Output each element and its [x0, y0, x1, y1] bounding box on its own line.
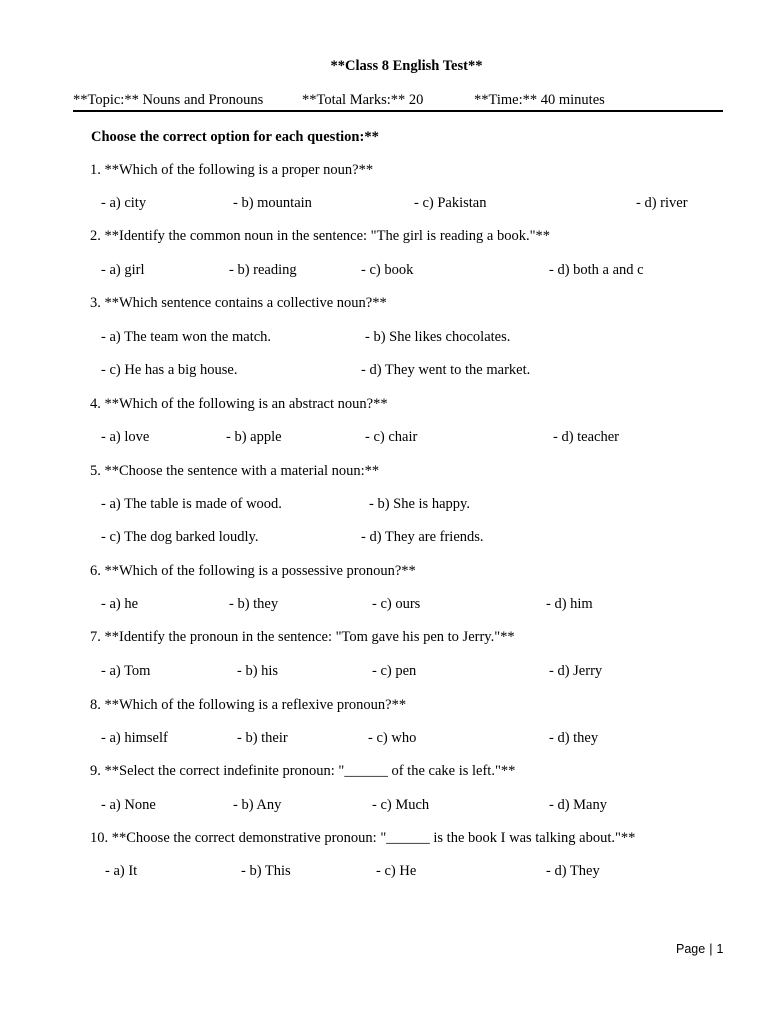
q3-option-b: - b) She likes chocolates. [365, 329, 511, 345]
q1-option-d: - d) river [636, 195, 688, 211]
q1-option-b: - b) mountain [233, 195, 312, 211]
q10-option-b: - b) This [241, 863, 291, 879]
q4-option-a: - a) love [101, 429, 150, 445]
q3-option-c: - c) He has a big house. [101, 362, 238, 378]
q8-option-a: - a) himself [101, 730, 168, 746]
q7-option-d: - d) Jerry [549, 663, 603, 679]
q5-option-c: - c) The dog barked loudly. [101, 529, 259, 545]
question-2: 2. **Identify the common noun in the sentence: "The girl is reading a book."** [90, 228, 551, 244]
page-number: 1 [716, 942, 724, 956]
q4-option-b: - b) apple [226, 429, 282, 445]
q3-option-d: - d) They went to the market. [361, 362, 531, 378]
question-1: 1. **Which of the following is a proper noun?** [90, 162, 374, 178]
question-7: 7. **Identify the pronoun in the sentence: "Tom gave his pen to Jerry."** [90, 629, 515, 645]
question-10: 10. **Choose the correct demonstrative pronoun: "______ is the book I was talking about."** [90, 830, 636, 846]
q4-option-d: - d) teacher [553, 429, 620, 445]
q4-option-c: - c) chair [365, 429, 418, 445]
q7-option-b: - b) his [237, 663, 279, 679]
instruction-text: Choose the correct option for each question:** [91, 129, 379, 145]
q7-option-c: - c) pen [372, 663, 417, 679]
q6-option-b: - b) they [229, 596, 279, 612]
question-6: 6. **Which of the following is a possessive pronoun?** [90, 563, 416, 579]
q9-option-b: - b) Any [233, 797, 282, 813]
q5-option-b: - b) She is happy. [369, 496, 470, 512]
q9-option-c: - c) Much [372, 797, 430, 813]
q6-option-a: - a) he [101, 596, 139, 612]
question-9: 9. **Select the correct indefinite pronoun: "______ of the cake is left."** [90, 763, 516, 779]
topic-field: **Topic:** Nouns and Pronouns [73, 92, 264, 108]
q7-option-a: - a) Tom [101, 663, 151, 679]
q2-option-b: - b) reading [229, 262, 297, 278]
q9-option-a: - a) None [101, 797, 156, 813]
question-8: 8. **Which of the following is a reflexive pronoun?** [90, 697, 407, 713]
q2-option-c: - c) book [361, 262, 414, 278]
q6-option-d: - d) him [546, 596, 593, 612]
question-4: 4. **Which of the following is an abstract noun?** [90, 396, 388, 412]
q1-option-c: - c) Pakistan [414, 195, 487, 211]
q5-option-a: - a) The table is made of wood. [101, 496, 282, 512]
page-footer [676, 942, 723, 956]
question-5: 5. **Choose the sentence with a material noun:** [90, 463, 380, 479]
total-marks-field: **Total Marks:** 20 [302, 92, 424, 108]
q10-option-c: - c) He [376, 863, 417, 879]
q8-option-d: - d) they [549, 730, 599, 746]
q8-option-c: - c) who [368, 730, 417, 746]
header-rule [73, 110, 723, 112]
time-field: **Time:** 40 minutes [474, 92, 605, 108]
q6-option-c: - c) ours [372, 596, 421, 612]
page-label: Page [676, 942, 706, 956]
q1-option-a: - a) city [101, 195, 147, 211]
question-3: 3. **Which sentence contains a collective noun?** [90, 295, 387, 311]
q5-option-d: - d) They are friends. [361, 529, 484, 545]
q2-option-d: - d) both a and c [549, 262, 644, 278]
q10-option-d: - d) They [546, 863, 600, 879]
q8-option-b: - b) their [237, 730, 288, 746]
q10-option-a: - a) It [105, 863, 138, 879]
q9-option-d: - d) Many [549, 797, 607, 813]
test-title: **Class 8 English Test** [330, 58, 483, 74]
q3-option-a: - a) The team won the match. [101, 329, 272, 345]
q2-option-a: - a) girl [101, 262, 145, 278]
page-separator: | [709, 942, 713, 956]
